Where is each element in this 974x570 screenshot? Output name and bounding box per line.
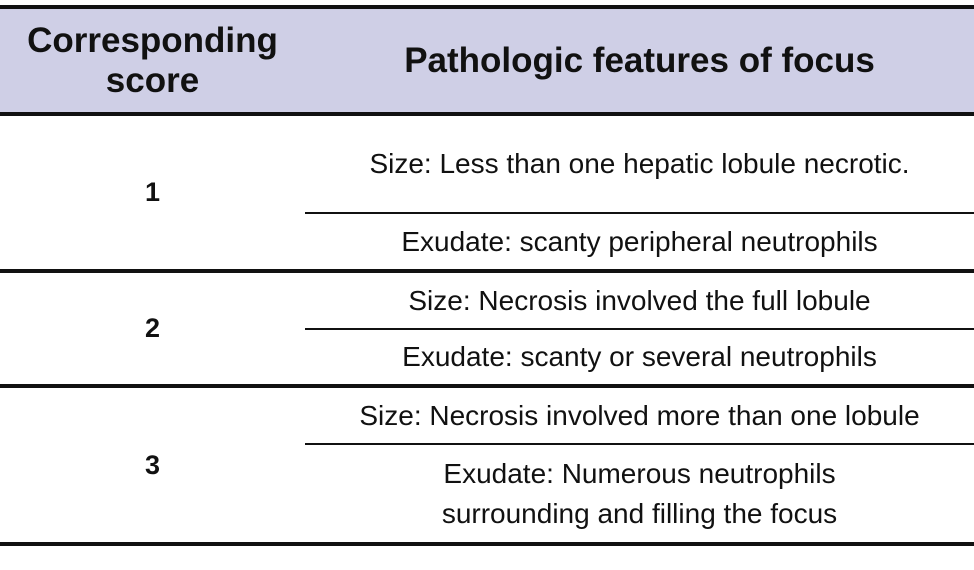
header-pathologic-features [305,9,974,112]
exudate-text: Exudate: Numerous neutrophils surrounding and filling the focus [441,457,838,529]
size-text: Size: Necrosis involved the full lobule [408,284,871,316]
header-corresponding-score [0,9,305,112]
exudate-feature [305,330,974,384]
exudate-feature [305,445,974,542]
table-row-group [0,388,974,546]
header-score-label: Corresponding score [27,20,278,100]
exudate-text: Exudate: scanty peripheral neutrophils [401,225,878,257]
scoring-table [0,5,974,546]
score-cell: 2 [144,313,161,343]
features-column [305,388,974,542]
size-feature [305,388,974,445]
features-column [305,273,974,384]
score-cell: 3 [144,449,161,480]
size-feature [305,273,974,330]
features-column [305,116,974,269]
score-cell: 1 [144,177,161,207]
table-row-group [0,273,974,388]
size-feature [305,116,974,214]
exudate-text: Exudate: scanty or several neutrophils [402,341,877,372]
size-text: Size: Necrosis involved more than one lobule [359,399,920,431]
table-header [0,5,974,116]
table-row-group [0,116,974,273]
exudate-feature [305,214,974,269]
header-features-label: Pathologic features of focus [404,40,875,80]
size-text: Size: Less than one hepatic lobule necrotic. [369,148,910,179]
